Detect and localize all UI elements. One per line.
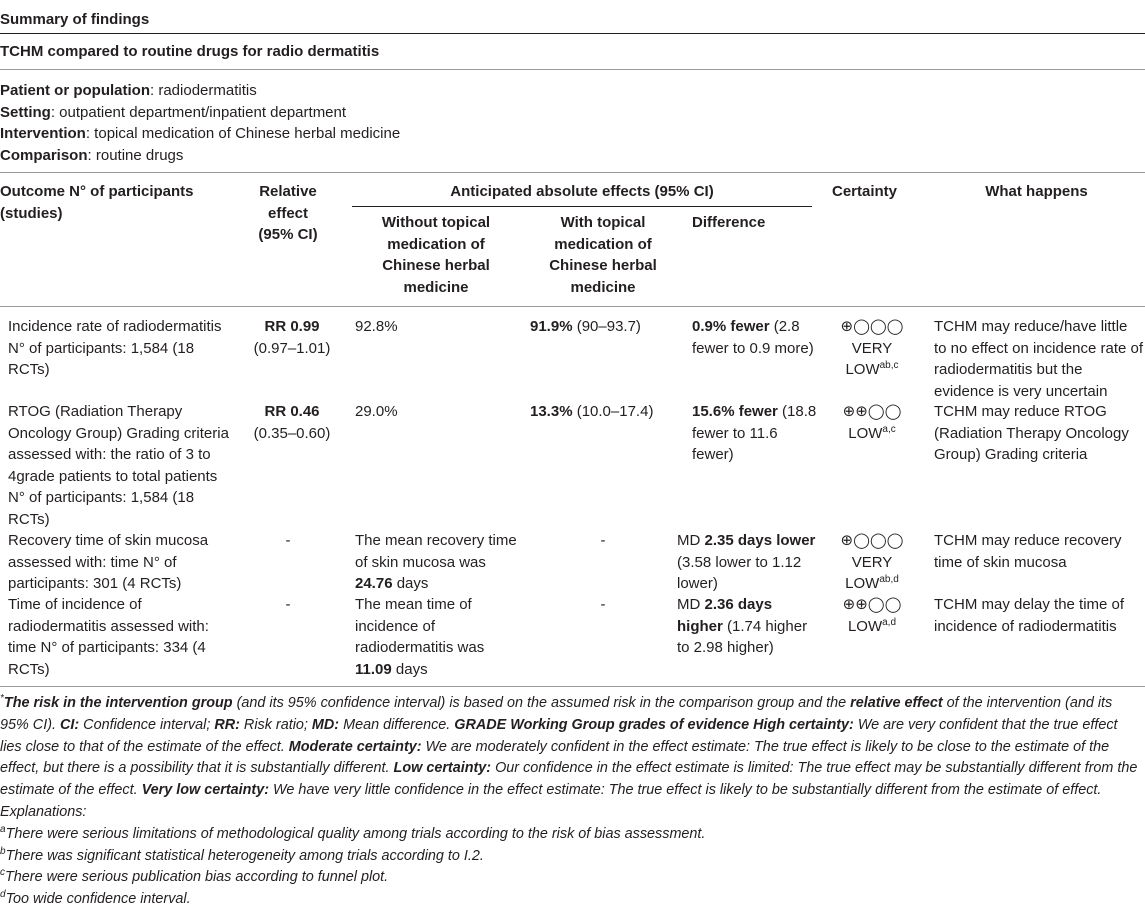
header-anticipated: Anticipated absolute effects (95% CI): [450, 183, 714, 200]
header-relative-effect: Relative effect (95% CI): [258, 183, 318, 243]
rule-header-top: [0, 172, 1145, 173]
with-cell: 13.3% (10.0–17.4): [530, 403, 654, 420]
rule-header-bottom: [0, 306, 1145, 307]
certainty-cell: ⊕◯◯◯ VERY $LOW^{ab,c}$: [840, 318, 904, 378]
section-title: Summary of findings: [0, 11, 150, 28]
header-certainty: Certainty: [832, 183, 898, 200]
certainty-cell: ⊕◯◯◯ VERY $LOW^{ab,d}$: [840, 532, 904, 592]
rule-anticipated: [352, 206, 812, 207]
with-cell: -: [600, 596, 606, 613]
footnotes: [0, 693, 1140, 911]
difference-cell: 15.6% fewer (18.8 fewer to 11.6 fewer): [692, 403, 817, 463]
population-line: Patient or population: radiodermatitis: [0, 82, 257, 99]
difference-cell: 0.9% fewer (2.8 fewer to 0.9 more): [692, 318, 814, 357]
setting-line: Setting: outpatient department/inpatient department: [0, 103, 347, 121]
footnote-a: $^a$There were serious limitations of methodological quality among trials according to the risk of bias assessment.: [0, 823, 706, 842]
rule-comparison: [0, 69, 1145, 70]
certainty-rating-icon: ⊕⊕◯◯: [842, 596, 902, 613]
what-happens-cell: TCHM may reduce/have little to no effect on incidence rate of radiodermatitis but the evidence is very uncertain: [934, 318, 1144, 400]
rule-top: [0, 33, 1145, 34]
with-cell: 91.9% (90–93.7): [530, 318, 641, 335]
without-cell: The mean recovery time of skin mucosa was 24.76 days: [355, 532, 517, 592]
certainty-cell: ⊕⊕◯◯ LOW$^{a,c}$: [842, 403, 902, 442]
with-cell: -: [600, 532, 606, 549]
what-happens-cell: TCHM may reduce RTOG (Radiation Therapy Oncology Group) Grading criteria: [934, 403, 1129, 463]
without-cell: The mean time of incidence of radiodermatitis was 11.09 days: [355, 596, 485, 678]
certainty-cell: ⊕⊕◯◯ LOW$^{a,d}$: [842, 596, 902, 635]
comparison-title: TCHM compared to routine drugs for radio dermatitis: [0, 43, 380, 60]
what-happens-cell: TCHM may reduce recovery time of skin mucosa: [934, 532, 1122, 571]
header-outcome: Outcome N° of participants (studies): [0, 183, 194, 222]
footnote-b: $^b$There was significant statistical heterogeneity among trials according to I.2.: [0, 845, 484, 864]
relative-effect-cell: -: [285, 532, 291, 549]
footnote-c: $^c$There were serious publication bias according to funnel plot.: [0, 867, 389, 886]
certainty-rating-icon: ⊕◯◯◯: [840, 532, 904, 549]
population-block: [0, 80, 400, 166]
outcome-cell: Incidence rate of radiodermatitis N° of participants: 1,584 (18 RCTs): [8, 318, 222, 378]
difference-cell: MD 2.35 days lower (3.58 lower to 1.12 lower): [677, 532, 816, 592]
difference-cell: MD 2.36 days higher (1.74 higher to 2.98 higher): [677, 596, 808, 656]
outcome-cell: Recovery time of skin mucosa assessed with: time N° of participants: 301 (4 RCTs): [8, 532, 209, 592]
certainty-rating-icon: ⊕⊕◯◯: [842, 403, 902, 420]
header-without: Without topical medication of Chinese herbal medicine: [381, 214, 491, 296]
header-difference: Difference: [692, 214, 766, 231]
rule-table-bottom: [0, 686, 1145, 687]
without-cell: 92.8%: [355, 318, 398, 335]
outcome-cell: RTOG (Radiation Therapy Oncology Group) Grading criteria assessed with: the ratio of 3 to 4grade patients to total patients N° of participants: 1,584 (18 RCTs): [8, 403, 229, 528]
without-cell: 29.0%: [355, 403, 398, 420]
footnote-definitions: *The risk in the intervention group (and its 95% confidence interval) is based on the assumed risk in the comparison group and the relative effect of the intervention (and its 95% CI). CI: Confidence interval; RR: Risk ratio; MD: Mean difference. GRADE Working Group grades of evidence High certainty: We are very confident that the true effect lies close to that of the estimate of the effect. Moderate certainty: We are moderately confident in the effect estimate: The true effect is likely to be close to the estimate of the effect, but there is a possibility that it is substantially different. Low certainty: Our confidence in the effect estimate is limited: The true effect may be substantially different from the estimate of the effect. Very low certainty: We have very little confidence in the effect estimate: The true effect is likely to be substantially different from the estimate of effect. Explanations:: [0, 693, 1138, 820]
header-what-happens: What happens: [985, 183, 1088, 200]
what-happens-cell: TCHM may delay the time of incidence of radiodermatitis: [934, 596, 1125, 635]
relative-effect-cell: -: [285, 596, 291, 613]
relative-effect-cell: RR 0.99 (0.97–1.01): [253, 318, 331, 357]
intervention-line: Intervention: topical medication of Chinese herbal medicine: [0, 125, 401, 142]
comparison-line: Comparison: routine drugs: [0, 146, 184, 164]
footnote-d: $^d$Too wide confidence interval.: [0, 889, 191, 908]
certainty-rating-icon: ⊕◯◯◯: [840, 318, 904, 335]
outcome-cell: Time of incidence of radiodermatitis assessed with: time N° of participants: 334 (4 RCTs): [8, 596, 209, 678]
relative-effect-cell: RR 0.46 (0.35–0.60): [253, 403, 331, 442]
header-with: With topical medication of Chinese herbal medicine: [549, 214, 657, 296]
